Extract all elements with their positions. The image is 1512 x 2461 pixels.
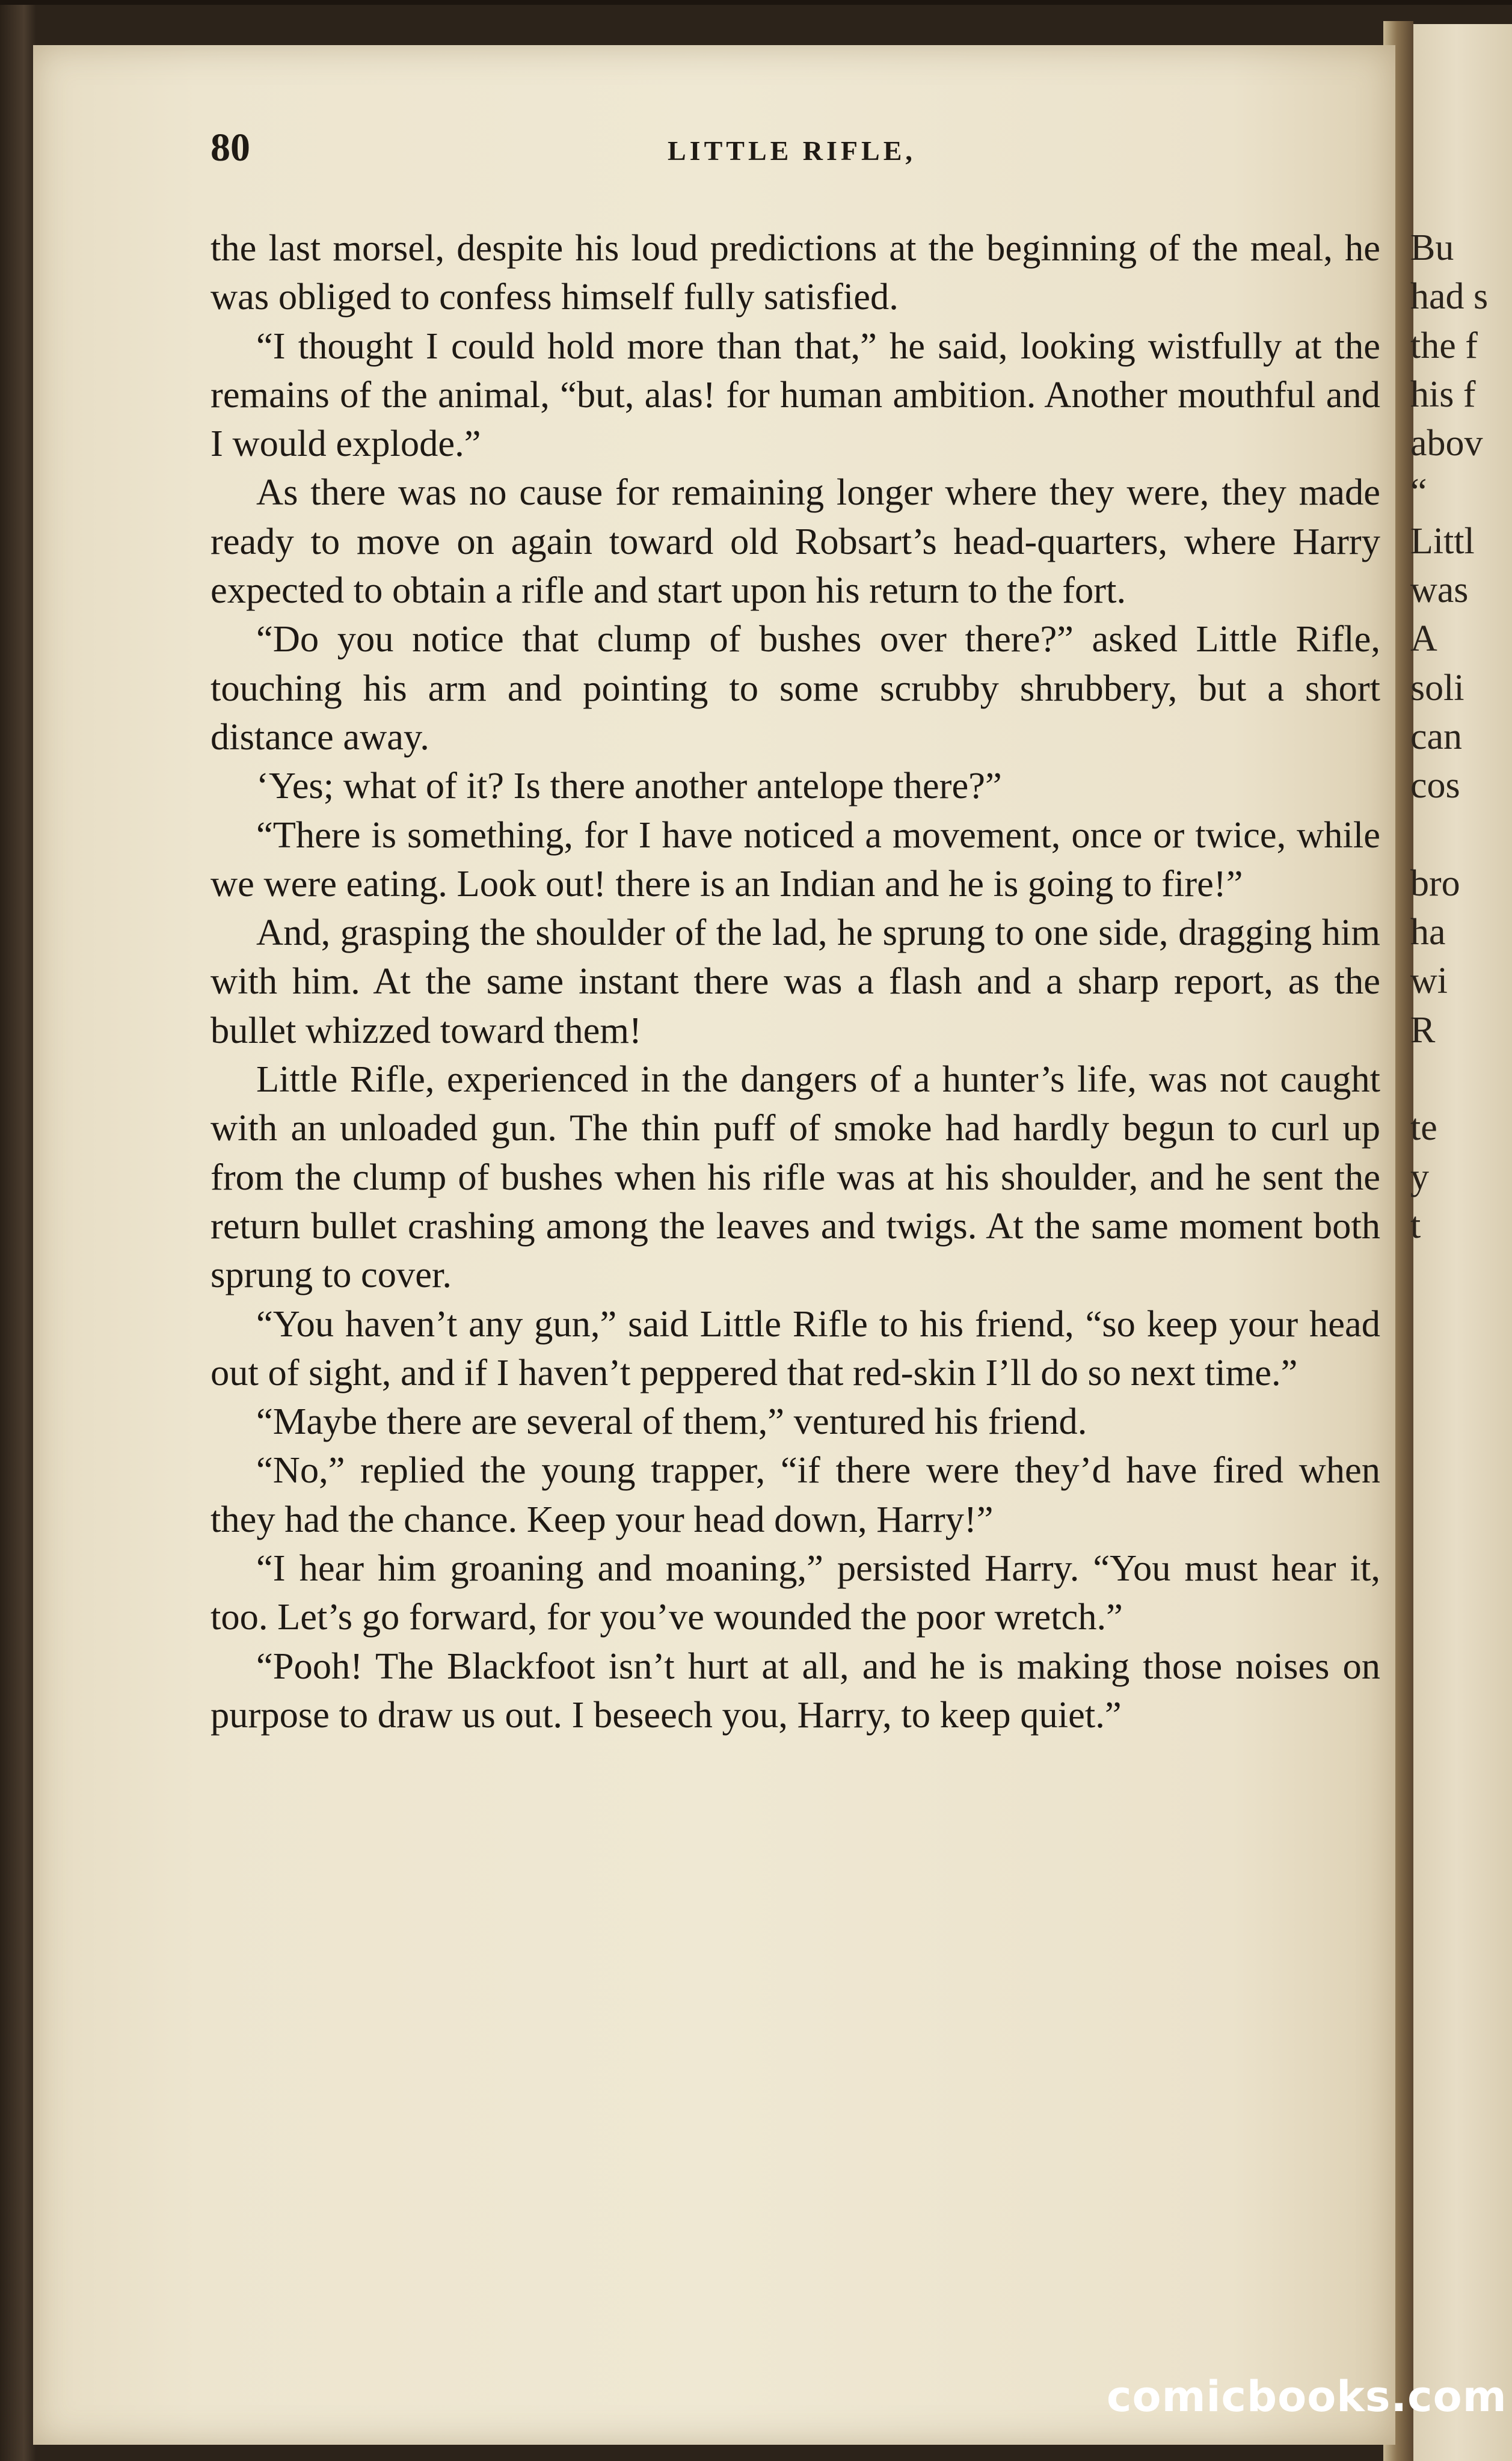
- paragraph: “Do you notice that clump of bushes over there?” asked Little Rifle, touching his arm and pointing to some scrubby shrubbery, but a short distance away.: [211, 618, 1380, 758]
- facing-page-line: “: [1410, 472, 1427, 513]
- facing-page-line: the f: [1410, 325, 1478, 366]
- running-title: LITTLE RIFLE,: [668, 135, 916, 166]
- facing-page-line: [1410, 811, 1512, 859]
- page-number: 80: [211, 126, 250, 170]
- paragraph: “There is something, for I have noticed a movement, once or twice, while we were eating. Look out! there is an Indian and he is going to fire!”: [211, 813, 1380, 905]
- paragraph: “I hear him groaning and moaning,” persisted Harry. “You must hear it, too. Let’s go forward, for you’ve wounded the poor wretch.”: [211, 1547, 1380, 1638]
- facing-page-line: abov: [1410, 423, 1483, 464]
- paragraph: And, grasping the shoulder of the lad, he sprung to one side, dragging him with him. At the same instant there was a flash and a sharp report, as the bullet whizzed toward them!: [211, 911, 1380, 1051]
- paragraph: “I thought I could hold more than that,” he said, looking wistfully at the remains of the animal, “but, alas! for human ambition. Another mouthful and I would explode.”: [211, 324, 1380, 465]
- top-edge: [0, 0, 1512, 5]
- facing-page-text: [1410, 224, 1512, 1250]
- facing-page-line: A: [1410, 618, 1437, 660]
- paragraph: “Pooh! The Blackfoot isn’t hurt at all, and he is making those noises on purpose to draw us out. I beseech you, Harry, to keep quiet.”: [211, 1644, 1380, 1736]
- facing-page-line: ha: [1410, 912, 1446, 953]
- paragraph: “Maybe there are several of them,” ventured his friend.: [256, 1400, 1087, 1443]
- watermark: comicbooks.com: [1107, 2372, 1507, 2421]
- facing-page-line: R: [1410, 1009, 1436, 1051]
- paragraph: As there was no cause for remaining longer where they were, they made ready to move on again toward old Robsart’s head-quarters, where Harry expected to obtain a rifle and start upon his return to the fort.: [211, 471, 1380, 612]
- page-header: [211, 125, 1383, 173]
- facing-page-line: was: [1410, 570, 1469, 611]
- paragraph: the last morsel, despite his loud predictions at the beginning of the meal, he was obliged to confess himself fully satisfied.: [211, 227, 1380, 318]
- facing-page-line: soli: [1410, 667, 1464, 708]
- paragraph: ‘Yes; what of it? Is there another antelope there?”: [256, 764, 1002, 807]
- paragraph: “No,” replied the young trapper, “if there were they’d have fired when they had the chance. Keep your head down, Harry!”: [211, 1449, 1380, 1540]
- facing-page-line: bro: [1410, 862, 1460, 904]
- facing-page-line: can: [1410, 716, 1463, 757]
- facing-page-line: Littl: [1410, 520, 1475, 562]
- facing-page-line: [1410, 1055, 1512, 1104]
- facing-page-line: cos: [1410, 765, 1460, 807]
- facing-page-line: wi: [1410, 960, 1448, 1002]
- facing-page-line: y: [1410, 1156, 1429, 1197]
- facing-page-line: Bu: [1410, 227, 1454, 268]
- facing-page-line: his f: [1410, 373, 1476, 415]
- paragraph: Little Rifle, experienced in the dangers of a hunter’s life, was not caught with an unloaded gun. The thin puff of smoke had hardly begun to curl up from the clump of bushes when his rifle was at his shoulder, and he sent the return bullet crashing among the leaves and twigs. At the same moment both sprung to cover.: [211, 1058, 1380, 1296]
- facing-page-line: te: [1410, 1107, 1437, 1149]
- paragraph: “You haven’t any gun,” said Little Rifle to his friend, “so keep your head out of sight, and if I haven’t peppered that red-skin I’ll do so next time.”: [211, 1302, 1380, 1393]
- body-text: [211, 224, 1380, 1739]
- facing-page-line: t: [1410, 1205, 1421, 1246]
- facing-page-line: had s: [1410, 276, 1489, 318]
